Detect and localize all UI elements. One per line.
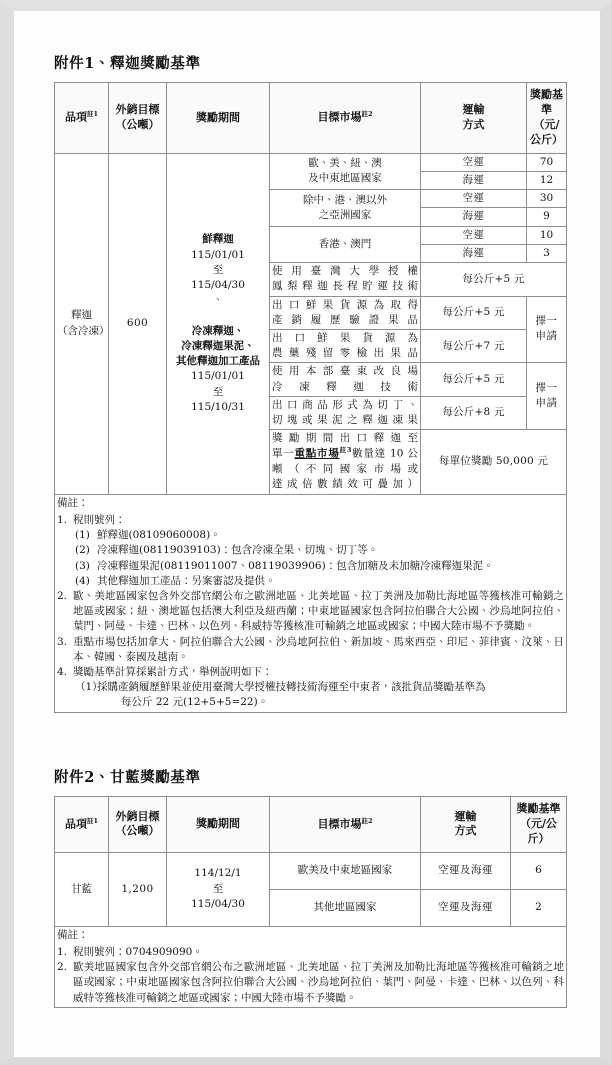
cell-value-2a: 30 <box>527 190 567 208</box>
attachment2-notes <box>55 926 567 1007</box>
cell-key-market-amount: 每單位獎勵 50,000 元 <box>421 430 567 494</box>
table-row <box>55 153 567 171</box>
section-gap <box>54 713 578 769</box>
cell-value-2-1: 6 <box>511 852 567 889</box>
cell-reward-period-2: 114/12/1 至 115/04/30 <box>167 852 270 926</box>
cell-bonus-amount-5: 每公斤+8 元 <box>421 396 527 429</box>
cell-market-2: 除中、港、澳以外 之亞洲國家 <box>270 190 421 226</box>
attachment1-table <box>54 82 567 712</box>
attachment2-title: 附件2、甘藍獎勵基準 <box>54 768 201 786</box>
note-item: 1. 稅則號列： (1) 鮮釋迦(08109060008)。 (2) 冷凍釋迦(08119039103)：包含冷凍全果、切塊、切丁等。 (3) 冷凍釋迦果泥(08119011007、08119039906)：包含加糖及未加糖冷凍釋迦果泥。 (4) 其他釋迦加工產品：另案審認及提供。 <box>57 513 564 589</box>
cell-value-2b: 9 <box>527 208 567 226</box>
header-item-2: 品項$^{註1}$ <box>55 797 109 853</box>
table2-notes-row <box>55 926 567 1007</box>
cell-market-2-1: 歐美及中東地區國家 <box>270 852 421 889</box>
cell-pick-one-a: 擇一 申請 <box>527 296 567 363</box>
cell-bonus-amount-2: 每公斤+5 元 <box>421 296 527 329</box>
header-market: 目標市場$^{註2}$ <box>270 83 421 153</box>
header-transport: 運輸 方式 <box>421 83 527 153</box>
table-row <box>55 852 567 889</box>
header-transport-2: 運輸 方式 <box>421 797 511 853</box>
cell-transport-3a: 空運 <box>421 226 527 244</box>
header-market-note-ref: 註2 <box>361 110 373 119</box>
header-item-note-ref-2: 註1 <box>86 816 99 825</box>
note-item: 3. 重點市場包括加拿大、阿拉伯聯合大公國、沙烏地阿拉伯、新加坡、馬來西亞、印尼、菲律賓、汶萊、日本、韓國、泰國及越南。 <box>57 635 564 663</box>
note-item: 2. 歐、美地區國家包含外交部官網公布之歐洲地區、北美地區、拉丁美洲及加勒比海地區等獲核准可輸銷之地區或國家；紐、澳地區包括澳大利亞及紐西蘭；中東地區國家包含阿拉伯聯合大公國、沙烏地阿拉伯、葉門、阿曼、卡達、巴林、以色列、科威特等獲核准可輸銷之地區或國家；中國大陸市場不予獎勵。 <box>57 589 564 633</box>
cell-transport-3b: 海運 <box>421 244 527 262</box>
notes-list-2 <box>57 945 564 1006</box>
attachment2-table <box>54 796 567 1008</box>
sub-notes-list <box>73 680 564 710</box>
attachment1-title: 附件1、釋迦獎勵基準 <box>54 55 201 72</box>
header-standard-2: 獎勵基準 （元/公斤） <box>511 797 567 853</box>
cell-export-quantity: 600 <box>109 153 167 494</box>
header-item: 品項$^{註1}$ <box>55 83 109 153</box>
cell-export-quantity-2: 1,200 <box>109 852 167 926</box>
sub-note-item: (4) 其他釋迦加工產品：另案審認及提供。 <box>75 574 276 587</box>
cell-value-1b: 12 <box>527 171 567 189</box>
sub-notes-list <box>73 528 564 589</box>
cell-bonus-desc-5: 出口商品形式為切丁、 切塊或果泥之釋迦凍果 <box>270 396 421 429</box>
cell-transport-1a: 空運 <box>421 153 527 171</box>
header-export-target: 外銷目標 （公噸） <box>109 83 167 153</box>
header-market-2: 目標市場$^{註2}$ <box>270 797 421 853</box>
attachment1-notes <box>55 494 567 712</box>
note-item: 2. 歐美地區國家包含外交部官網公布之歐洲地區、北美地區、拉丁美洲及加勒比海地區等獲核准可輸銷之地區或國家；中東地區國家包含阿拉伯聯合大公國、沙烏地阿拉伯、葉門、阿曼、卡達、巴林、以色列、科威特等獲核准可輸銷之地區或國家；中國大陸市場不予獎勵。 <box>57 961 564 1004</box>
cell-transport-1b: 海運 <box>421 171 527 189</box>
cell-bonus-desc-4: 使用本部臺東改良場 冷凍釋迦技術 <box>270 363 421 396</box>
header-market-note-ref-2: 註2 <box>361 816 373 825</box>
cell-market-3: 香港、澳門 <box>270 226 421 262</box>
cell-transport-2-2: 空運及海運 <box>421 889 511 926</box>
cell-value-3a: 10 <box>527 226 567 244</box>
cell-bonus-amount-4: 每公斤+5 元 <box>421 363 527 396</box>
cell-bonus-desc-1: 使用臺灣大學授權 鳳梨釋迦長程貯運技術 <box>270 263 421 296</box>
cell-bonus-amount-3: 每公斤+7 元 <box>421 329 527 362</box>
cell-bonus-desc-2: 出口鮮果貨源為取得 產銷履歷驗證果品 <box>270 296 421 329</box>
sub-note-item: （1） 採購產銷履歷鮮果並使用臺灣大學授權技轉技術海運至中東者，該批貨品獎勵基準為 每公斤 22 元(12+5+5=22)。 <box>75 681 486 709</box>
header-period-2: 獎勵期間 <box>167 797 270 853</box>
key-market-highlight: 重點市場 <box>294 447 340 460</box>
sub-note-item: (2) 冷凍釋迦(08119039103)：包含冷凍全果、切塊、切丁等。 <box>75 544 379 557</box>
cell-value-2-2: 2 <box>511 889 567 926</box>
header-period: 獎勵期間 <box>167 83 270 153</box>
cell-transport-2-1: 空運及海運 <box>421 852 511 889</box>
notes-list <box>57 513 564 711</box>
cell-market-1: 歐、美、紐、澳 及中東地區國家 <box>270 153 421 189</box>
note-item: 1. 稅則號列：0704909090。 <box>57 945 203 958</box>
cell-value-3b: 3 <box>527 244 567 262</box>
cell-item-name-2: 甘藍 <box>55 852 109 926</box>
cell-bonus-desc-3: 出口鮮果貨源為 農藥殘留零檢出果品 <box>270 329 421 362</box>
cell-value-1a: 70 <box>527 153 567 171</box>
key-market-note-ref: 註3 <box>339 446 352 455</box>
cell-transport-2a: 空運 <box>421 190 527 208</box>
note-item: 4. 獎勵基準計算採累計方式，舉例說明如下： （1） 採購產銷履歷鮮果並使用臺灣大學授權技轉技術海運至中東者，該批貨品獎勵基準為 每公斤 22 元(12+5+5=22)。 <box>57 665 564 711</box>
notes-title-2: 備註： <box>57 928 89 941</box>
document-sheet <box>14 11 600 1057</box>
cell-key-market-desc: 獎勵期間出口釋迦至 單一重點市場$^{註3}$數量達 10 公 噸（不同國家市場或 達成倍數績效可疊加） <box>270 430 421 494</box>
notes-title: 備註： <box>57 496 89 509</box>
cell-market-2-2: 其他地區國家 <box>270 889 421 926</box>
cell-item-name: 釋迦 （含冷凍） <box>55 153 109 494</box>
cell-bonus-amount-1: 每公斤+5 元 <box>421 263 567 296</box>
cell-transport-2b: 海運 <box>421 208 527 226</box>
cell-pick-one-b: 擇一 申請 <box>527 363 567 430</box>
sub-note-item: (1) 鮮釋迦(08109060008)。 <box>75 529 221 542</box>
header-export-target-2: 外銷目標 （公噸） <box>109 797 167 853</box>
header-standard: 獎勵基準 （元/公斤） <box>527 83 567 153</box>
table1-notes-row <box>55 494 567 712</box>
cell-reward-period: 鮮釋迦 115/01/01 至 115/04/30 、 冷凍釋迦、 冷凍釋迦果泥、 其他釋迦加工產品 115/01/01 至 115/10/31 <box>167 153 270 494</box>
table2-header-row <box>55 797 567 853</box>
header-item-note-ref: 註1 <box>86 110 99 119</box>
table1-header-row <box>55 83 567 153</box>
sub-note-item: (3) 冷凍釋迦果泥(08119011007、08119039906)：包含加糖及未加糖冷凍釋迦果泥。 <box>75 559 494 572</box>
